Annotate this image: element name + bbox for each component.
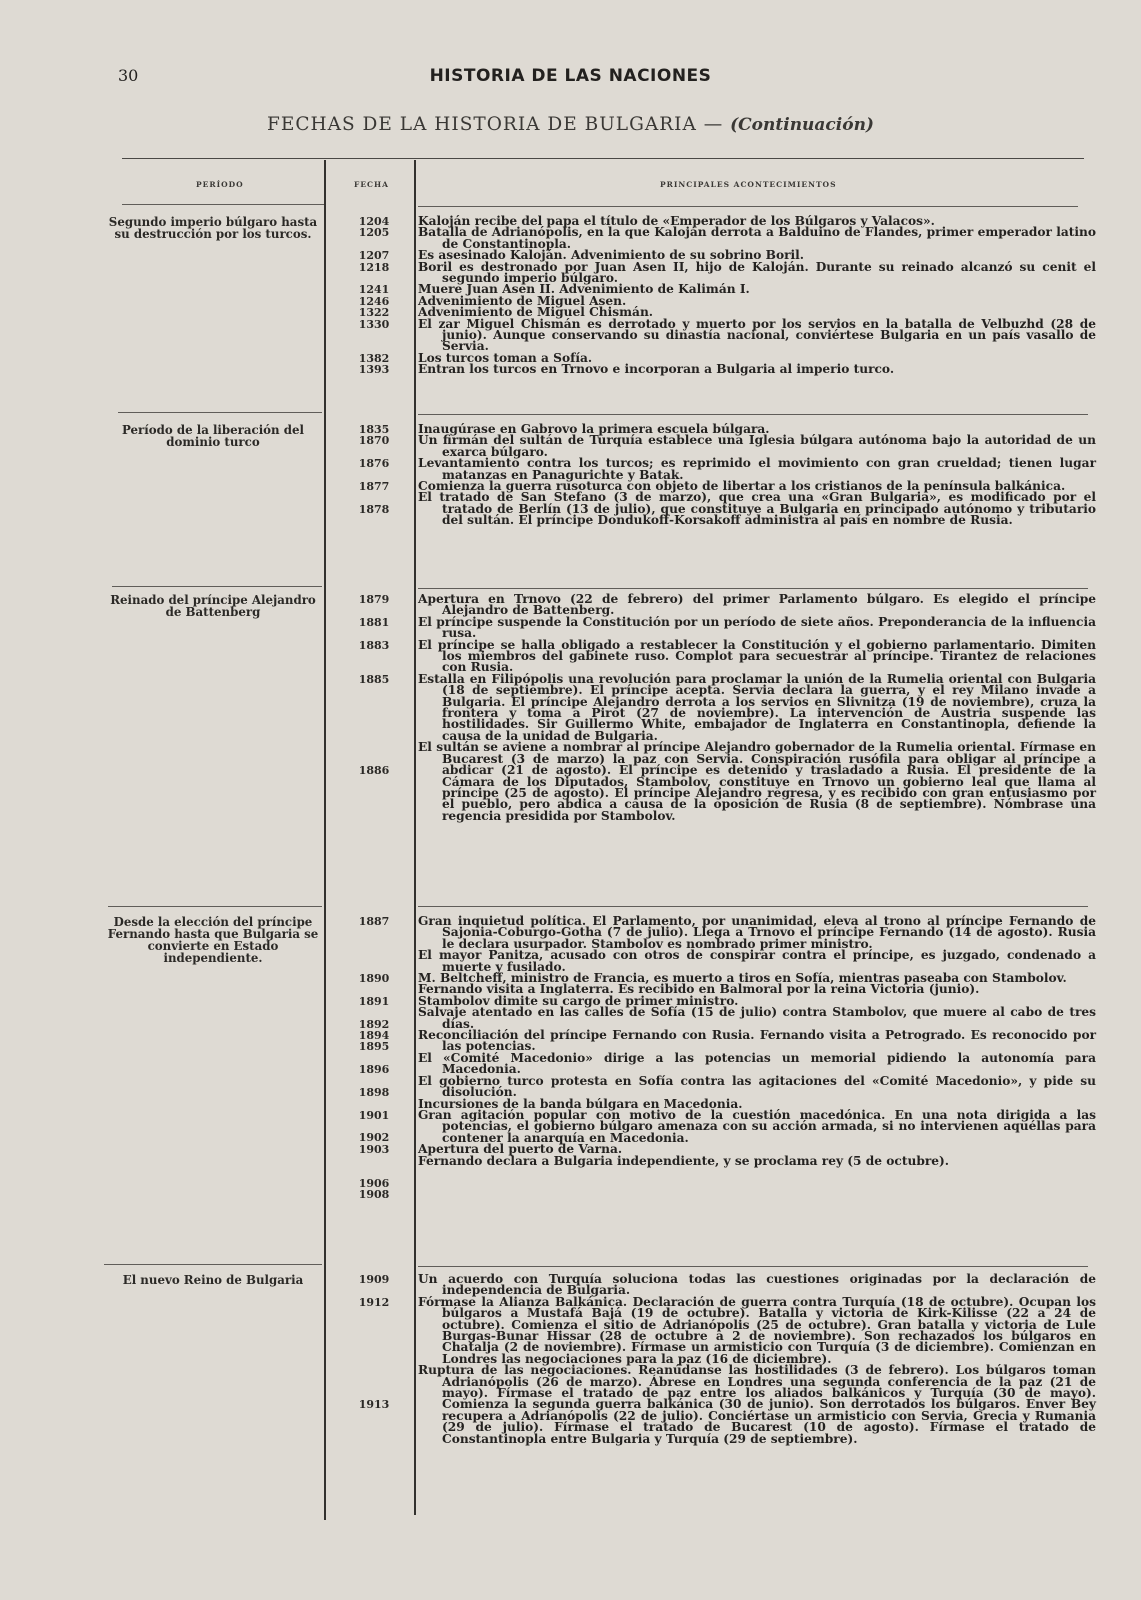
- title-suffix: (Continuación): [730, 115, 874, 135]
- event-entry: Un acuerdo con Turquía soluciona todas las cuestiones originadas por la declaración de independencia de Bulgaria.: [418, 1272, 1096, 1298]
- year-column: 1909 1912 1913: [358, 1273, 390, 1412]
- event-entry: Gran agitación popular con motivo de la cuestión macedónica. En una nota dirigida a las potencias, el gobierno búlgaro amenaza con su acción armada, si no intervienen aquéllas para contener la anarquía en Macedonia.: [418, 1107, 1096, 1145]
- event-entry: Gran inquietud política. El Parlamento, por unanimidad, eleva al trono al príncipe Fernando de Sajonia-Coburgo-Gotha (7 de julio). Llega a Trnovo el príncipe Fernando (14 de agosto). Rusia le declara usurpador. Stambolov es nombrado primer ministro.: [418, 914, 1096, 951]
- period-label: Desde la elección del príncipe Fernando hasta que Bulgaria se convierte en Estado independiente.: [107, 915, 319, 965]
- header-rule-right: [418, 206, 1078, 207]
- event-entry: Muere Juan Asen II. Advenimiento de Kalimán I.: [418, 282, 750, 297]
- section-rule: [118, 412, 322, 413]
- event-entry: El sultán se aviene a nombrar al príncipe Alejandro gobernador de la Rumelia oriental. Fírmase en Bucarest (3 de marzo) la paz con Servia. Conspiración rusófila para obligar al príncipe a abdicar (21 de agosto). El príncipe es detenido y trasladado a Rusia. El presidente de la Cámara de los Diputados, Stambolov, constituye en Trnovo un gobierno leal que llama al príncipe (25 de agosto). El príncipe Alejandro regresa, y es recibido con gran entusiasmo por el pueblo, pero abdica a causa de la oposición de Rusia (8 de septiembre). Nómbrase una regencia presidida por Stambolov.: [418, 740, 1096, 823]
- event-list: [418, 594, 1096, 822]
- year-column: 1835 1870 1876 1877 1878: [358, 423, 390, 516]
- period-label: Período de la liberación del dominio turco: [122, 423, 304, 449]
- document-title: [0, 114, 1141, 135]
- event-entry: Un firmán del sultán de Turquía establece una Iglesia búlgara autónoma bajo la autoridad de un exarca búlgaro.: [418, 433, 1096, 459]
- section-rule: [418, 1266, 1088, 1267]
- year-column: 1879 1881 1883 1885 1886: [358, 593, 390, 777]
- event-entry: Advenimiento de Miguel Chismán.: [418, 305, 654, 320]
- event-entry: Salvaje atentado en las calles de Sofía (15 de julio) contra Stambolov, que muere al cabo de tres días.: [418, 1005, 1096, 1031]
- event-entry: El tratado de San Stefano (3 de marzo), que crea una «Gran Bulgaria», es modificado por el tratado de Berlín (13 de julio), que constituye a Bulgaria en principado autónomo y tributario del sultán. El príncipe Dondukoff-Korsakoff administra al país en nombre de Rusia.: [418, 490, 1096, 528]
- column-header-events: PRINCIPALES ACONTECIMIENTOS: [660, 180, 837, 189]
- section-rule: [418, 906, 1088, 907]
- column-header-period: PERÍODO: [196, 180, 244, 189]
- event-entry: Comienza la guerra rusoturca con objeto de libertar a los cristianos de la península balkánica.: [418, 479, 1066, 494]
- column-header-date: FECHA: [354, 180, 389, 189]
- title-text: FECHAS DE LA HISTORIA DE BULGARIA —: [267, 114, 724, 135]
- event-entry: El mayor Panitza, acusado con otros de conspirar contra el príncipe, es juzgado, condenado a muerte y fusilado.: [418, 948, 1096, 974]
- event-entry: Fernando declara a Bulgaria independiente, y se proclama rey (5 de octubre).: [418, 1153, 950, 1168]
- period-label: El nuevo Reino de Bulgaria: [122, 1273, 304, 1287]
- running-head: HISTORIA DE LAS NACIONES: [429, 66, 712, 86]
- event-entry: Apertura del puerto de Varna.: [418, 1142, 623, 1157]
- column-divider-1: [324, 160, 326, 1520]
- section-rule: [418, 414, 1088, 415]
- event-entry: Kaloján recibe del papa el título de «Emperador de los Búlgaros y Valacos».: [418, 214, 935, 228]
- section-rule: [112, 586, 322, 587]
- section-rule: [104, 1264, 322, 1265]
- event-entry: Estalla en Filipópolis una revolución para proclamar la unión de la Rumelia oriental con Bulgaria (18 de septiembre). El príncipe acepta. Servia declara la guerra, y el rey Milano invade a Bulgaria. El príncipe Alejandro derrota a los servios en Slivnitza (19 de noviembre), cruza la frontera y toma a Pirot (27 de noviembre). La intervención de Austria suspende las hostilidades. Sir Guillermo White, embajador de Inglaterra en Constantinopla, defiende la causa de la unidad de Bulgaria.: [418, 671, 1096, 743]
- event-entry: Levantamiento contra los turcos; es reprimido el movimiento con gran crueldad; tienen lugar matanzas en Panagurichte y Batak.: [418, 456, 1096, 482]
- event-entry: Los turcos toman a Sofía.: [418, 350, 593, 365]
- header-rule-left: [122, 204, 324, 205]
- page-number: 30: [118, 66, 139, 85]
- year-column: 1887 1890 1891 1892 1894 1895 1896 1898 1901 1902 1903 1906 1908: [358, 915, 390, 1202]
- event-entry: Apertura en Trnovo (22 de febrero) del primer Parlamento búlgaro. Es elegido el príncipe Alejandro de Battenberg.: [418, 592, 1096, 618]
- year-column: 1204 1205 1207 1218 1241 1246 1322 1330 1382 1393: [358, 215, 390, 377]
- event-entry: Es asesinado Kaloján. Advenimiento de su sobrino Boril.: [418, 248, 805, 263]
- event-entry: Inaugúrase en Gabrovo la primera escuela búlgara.: [418, 422, 770, 436]
- event-entry: Batalla de Adrianópolis, en la que Kaloján derrota a Balduino de Flandes, primer emperador latino de Constantinopla.: [418, 225, 1096, 251]
- period-label: Reinado del príncipe Alejandro de Battenberg: [110, 593, 316, 619]
- event-entry: Incursiones de la banda búlgara en Macedonia.: [418, 1096, 743, 1111]
- event-entry: Fernando visita a Inglaterra. Es recibido en Balmoral por la reina Victoria (junio).: [418, 982, 980, 997]
- event-list: [418, 916, 1096, 1167]
- event-entry: Fórmase la Alianza Balkánica. Declaración de guerra contra Turquía (18 de octubre). Ocupan los búlgaros a Mustafá Bajá (19 de octubre). Batalla y victoria de Kirk-Kilisse (22 a 24 de octubre). Comienza el sitio de Adrianópolis (25 de octubre). Gran batalla y victoria de Lule Burgas-Bunar Hissar (28 de octubre a 2 de noviembre). Son rechazados los búlgaros en Chatalja (2 de noviembre). Fírmase un armisticio con Turquía (3 de diciembre). Comienzan en Londres las negociaciones para la paz (16 de diciembre).: [418, 1294, 1096, 1366]
- event-entry: Ruptura de las negociaciones. Reanúdanse las hostilidades (3 de febrero). Los búlgaros toman Adrianópolis (26 de marzo). Ábrese en Londres una segunda conferencia de la paz (21 de mayo). Fírmase el tratado de paz entre los aliados balkánicos y Turquía (30 de mayo). Comienza la segunda guerra balkánica (30 de junio). Son derrotados los búlgaros. Enver Bey recupera a Adrianópolis (22 de julio). Conciértase un armisticio con Servia, Grecia y Rumania (29 de julio). Fírmase el tratado de Bucarest (10 de agosto). Fírmase el tratado de Constantinopla entre Bulgaria y Turquía (29 de septiembre).: [418, 1363, 1096, 1446]
- event-entry: El príncipe suspende la Constitución por un período de siete años. Preponderancia de la influencia rusa.: [418, 614, 1096, 641]
- event-entry: El «Comité Macedonio» dirige a las potencias un memorial pidiendo la autonomía para Macedonia.: [418, 1050, 1096, 1077]
- event-entry: M. Beltcheff, ministro de Francia, es muerto a tiros en Sofía, mientras paseaba con Stambolov.: [418, 971, 1067, 986]
- event-entry: El príncipe se halla obligado a restablecer la Constitución y el gobierno parlamentario. Dimiten los miembros del gabinete ruso. Complot para secuestrar al príncipe. Tirantez de relaciones con Rusia.: [418, 637, 1096, 675]
- event-list: [418, 424, 1096, 527]
- event-entry: Stambolov dimite su cargo de primer ministro.: [418, 993, 739, 1008]
- event-list: [418, 216, 1096, 376]
- event-entry: Reconciliación del príncipe Fernando con Rusia. Fernando visita a Petrogrado. Es reconocido por las potencias.: [418, 1028, 1096, 1054]
- event-entry: Boril es destronado por Juan Asen II, hijo de Kaloján. Durante su reinado alcanzó su cenit el segundo imperio búlgaro.: [418, 259, 1096, 286]
- column-divider-2: [414, 160, 416, 1515]
- event-entry: Advenimiento de Miguel Asen.: [418, 293, 627, 308]
- period-label: Segundo imperio búlgaro hasta su destrucción por los turcos.: [108, 215, 318, 241]
- section-rule: [418, 588, 1088, 589]
- top-rule: [122, 158, 1084, 159]
- section-rule: [108, 906, 322, 907]
- event-list: [418, 1274, 1096, 1445]
- event-entry: Entran los turcos en Trnovo e incorporan a Bulgaria al imperio turco.: [418, 362, 895, 377]
- event-entry: El zar Miguel Chismán es derrotado y muerto por los servios en la batalla de Velbuzhd (28 de junio). Aunque conservando su dinastía nacional, conviértese Bulgaria en un país vasallo de Servia.: [418, 316, 1096, 354]
- event-entry: El gobierno turco protesta en Sofía contra las agitaciones del «Comité Macedonio», y pide su disolución.: [418, 1073, 1096, 1100]
